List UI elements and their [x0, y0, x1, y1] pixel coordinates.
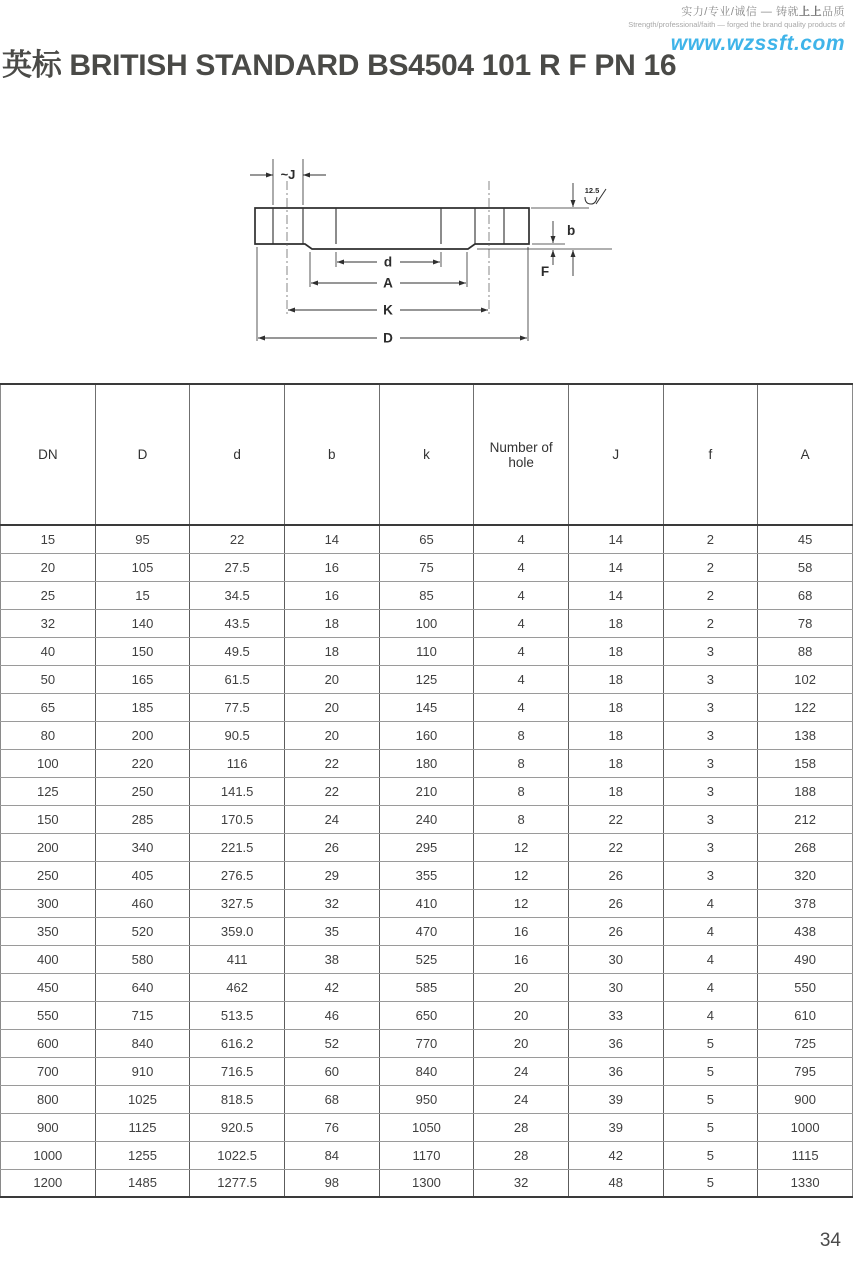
table-cell: 276.5 [190, 861, 285, 889]
table-cell: 78 [758, 609, 853, 637]
table-cell: 65 [1, 693, 96, 721]
table-cell: 725 [758, 1029, 853, 1057]
table-cell: 513.5 [190, 1001, 285, 1029]
table-cell: 5 [663, 1141, 758, 1169]
table-cell: 4 [663, 1001, 758, 1029]
table-cell: 45 [758, 525, 853, 553]
table-cell: 640 [95, 973, 190, 1001]
table-cell: 29 [284, 861, 379, 889]
table-cell: 3 [663, 777, 758, 805]
table-cell: 58 [758, 553, 853, 581]
table-cell: 1170 [379, 1141, 474, 1169]
table-cell: 920.5 [190, 1113, 285, 1141]
table-row [1, 1085, 853, 1113]
table-cell: 900 [1, 1113, 96, 1141]
table-cell: 220 [95, 749, 190, 777]
table-cell: 1255 [95, 1141, 190, 1169]
table-cell: 28 [474, 1113, 569, 1141]
table-cell: 18 [568, 777, 663, 805]
table-cell: 3 [663, 721, 758, 749]
dim-label-f: F [540, 264, 550, 279]
table-cell: 28 [474, 1141, 569, 1169]
dim-label-d: d [383, 254, 393, 270]
table-cell: 16 [474, 945, 569, 973]
table-cell: 18 [568, 721, 663, 749]
table-cell: 1200 [1, 1169, 96, 1197]
table-row [1, 1029, 853, 1057]
tagline-english: Strength/professional/faith — forged the brand quality products of [628, 20, 845, 29]
table-row [1, 525, 853, 553]
table-cell: 600 [1, 1029, 96, 1057]
table-cell: 250 [95, 777, 190, 805]
table-body [1, 525, 853, 1197]
column-header-b: b [284, 384, 379, 525]
dim-label-j: ~J [280, 167, 296, 182]
table-cell: 38 [284, 945, 379, 973]
table-cell: 14 [568, 525, 663, 553]
table-cell: 359.0 [190, 917, 285, 945]
dimension-arrows [250, 175, 576, 338]
table-cell: 18 [284, 637, 379, 665]
table-cell: 39 [568, 1113, 663, 1141]
table-cell: 4 [663, 945, 758, 973]
table-cell: 95 [95, 525, 190, 553]
table-cell: 49.5 [190, 637, 285, 665]
table-cell: 20 [474, 1001, 569, 1029]
table-cell: 716.5 [190, 1057, 285, 1085]
table-cell: 1300 [379, 1169, 474, 1197]
table-cell: 165 [95, 665, 190, 693]
table-cell: 12 [474, 861, 569, 889]
table-cell: 34.5 [190, 581, 285, 609]
table-cell: 170.5 [190, 805, 285, 833]
table-cell: 405 [95, 861, 190, 889]
table-cell: 1022.5 [190, 1141, 285, 1169]
table-cell: 18 [568, 609, 663, 637]
table-cell: 102 [758, 665, 853, 693]
table-cell: 14 [568, 553, 663, 581]
table-cell: 2 [663, 581, 758, 609]
table-row [1, 861, 853, 889]
table-cell: 188 [758, 777, 853, 805]
table-cell: 8 [474, 721, 569, 749]
table-cell: 39 [568, 1085, 663, 1113]
table-cell: 4 [474, 637, 569, 665]
table-row [1, 637, 853, 665]
table-cell: 32 [284, 889, 379, 917]
table-cell: 462 [190, 973, 285, 1001]
table-cell: 145 [379, 693, 474, 721]
table-cell: 26 [568, 917, 663, 945]
table-row [1, 581, 853, 609]
table-cell: 105 [95, 553, 190, 581]
table-cell: 410 [379, 889, 474, 917]
table-cell: 68 [758, 581, 853, 609]
table-cell: 840 [379, 1057, 474, 1085]
table-cell: 25 [1, 581, 96, 609]
table-cell: 138 [758, 721, 853, 749]
table-cell: 3 [663, 833, 758, 861]
table-cell: 520 [95, 917, 190, 945]
table-cell: 33 [568, 1001, 663, 1029]
table-cell: 12 [474, 833, 569, 861]
table-cell: 24 [474, 1085, 569, 1113]
table-cell: 15 [1, 525, 96, 553]
table-cell: 585 [379, 973, 474, 1001]
table-cell: 200 [95, 721, 190, 749]
table-cell: 40 [1, 637, 96, 665]
tagline-chinese-post: 品质 [822, 6, 845, 18]
table-cell: 525 [379, 945, 474, 973]
table-cell: 180 [379, 749, 474, 777]
dim-label-big-d: D [383, 330, 393, 346]
table-cell: 18 [284, 609, 379, 637]
table-cell: 350 [1, 917, 96, 945]
dim-label-b: b [567, 223, 576, 238]
table-cell: 16 [474, 917, 569, 945]
page-number: 34 [819, 1230, 841, 1251]
table-cell: 26 [568, 889, 663, 917]
table-cell: 320 [758, 861, 853, 889]
table-row [1, 553, 853, 581]
table-cell: 61.5 [190, 665, 285, 693]
table-cell: 20 [474, 1029, 569, 1057]
table-cell: 4 [474, 581, 569, 609]
extension-lines [257, 159, 612, 341]
tagline-chinese [628, 3, 845, 19]
flange-outline [255, 208, 529, 249]
table-cell: 150 [1, 805, 96, 833]
table-cell: 185 [95, 693, 190, 721]
table-cell: 3 [663, 861, 758, 889]
table-cell: 340 [95, 833, 190, 861]
table-row [1, 805, 853, 833]
table-cell: 14 [284, 525, 379, 553]
column-header-dn: DN [1, 384, 96, 525]
table-cell: 470 [379, 917, 474, 945]
table-cell: 5 [663, 1085, 758, 1113]
table-cell: 5 [663, 1057, 758, 1085]
table-cell: 550 [1, 1001, 96, 1029]
table-cell: 3 [663, 665, 758, 693]
table-cell: 60 [284, 1057, 379, 1085]
table-cell: 158 [758, 749, 853, 777]
table-cell: 18 [568, 693, 663, 721]
table-cell: 140 [95, 609, 190, 637]
table-cell: 36 [568, 1057, 663, 1085]
table-cell: 20 [284, 721, 379, 749]
table-row [1, 693, 853, 721]
table-cell: 221.5 [190, 833, 285, 861]
column-header-j: J [568, 384, 663, 525]
table-cell: 76 [284, 1113, 379, 1141]
dim-label-k: K [383, 302, 393, 318]
table-cell: 20 [1, 553, 96, 581]
table-cell: 30 [568, 945, 663, 973]
table-cell: 327.5 [190, 889, 285, 917]
table-cell: 450 [1, 973, 96, 1001]
table-cell: 4 [663, 917, 758, 945]
table-cell: 4 [663, 889, 758, 917]
table-cell: 75 [379, 553, 474, 581]
column-header-f: f [663, 384, 758, 525]
table-cell: 2 [663, 553, 758, 581]
table-cell: 22 [568, 805, 663, 833]
table-cell: 84 [284, 1141, 379, 1169]
table-cell: 141.5 [190, 777, 285, 805]
table-cell: 77.5 [190, 693, 285, 721]
table-row [1, 917, 853, 945]
table-cell: 35 [284, 917, 379, 945]
table-cell: 8 [474, 749, 569, 777]
table-cell: 715 [95, 1001, 190, 1029]
table-cell: 550 [758, 973, 853, 1001]
table-cell: 48 [568, 1169, 663, 1197]
table-row [1, 665, 853, 693]
table-cell: 610 [758, 1001, 853, 1029]
table-row [1, 1057, 853, 1085]
table-cell: 26 [568, 861, 663, 889]
table-cell: 5 [663, 1113, 758, 1141]
table-cell: 24 [474, 1057, 569, 1085]
table-cell: 22 [190, 525, 285, 553]
dim-label-roughness: 12.5 [584, 186, 600, 195]
table-cell: 32 [474, 1169, 569, 1197]
table-row [1, 1141, 853, 1169]
table-cell: 2 [663, 609, 758, 637]
bolt-centerlines [287, 181, 489, 315]
page-title: 英标 BRITISH STANDARD BS4504 101 R F PN 16 [2, 49, 677, 82]
table-cell: 20 [284, 693, 379, 721]
table-row [1, 945, 853, 973]
table-cell: 268 [758, 833, 853, 861]
table-cell: 42 [284, 973, 379, 1001]
table-cell: 1125 [95, 1113, 190, 1141]
table-cell: 30 [568, 973, 663, 1001]
table-cell: 800 [1, 1085, 96, 1113]
table-row [1, 1169, 853, 1197]
table-cell: 840 [95, 1029, 190, 1057]
table-row [1, 609, 853, 637]
table-cell: 240 [379, 805, 474, 833]
table-cell: 580 [95, 945, 190, 973]
table-cell: 5 [663, 1029, 758, 1057]
table-cell: 12 [474, 889, 569, 917]
table-cell: 616.2 [190, 1029, 285, 1057]
table-cell: 3 [663, 749, 758, 777]
column-header-d: d [190, 384, 285, 525]
table-cell: 20 [284, 665, 379, 693]
table-cell: 100 [379, 609, 474, 637]
table-cell: 125 [379, 665, 474, 693]
table-cell: 18 [568, 749, 663, 777]
table-cell: 378 [758, 889, 853, 917]
table-header-row [1, 384, 853, 525]
table-cell: 900 [758, 1085, 853, 1113]
table-cell: 460 [95, 889, 190, 917]
table-cell: 90.5 [190, 721, 285, 749]
table-cell: 50 [1, 665, 96, 693]
table-cell: 52 [284, 1029, 379, 1057]
table-cell: 490 [758, 945, 853, 973]
flange-diagram [0, 145, 853, 380]
column-header-a: A [758, 384, 853, 525]
table-cell: 818.5 [190, 1085, 285, 1113]
table-cell: 5 [663, 1169, 758, 1197]
table-cell: 22 [568, 833, 663, 861]
table-cell: 212 [758, 805, 853, 833]
brand-name: 上上 [799, 6, 822, 18]
table-cell: 1050 [379, 1113, 474, 1141]
table-cell: 285 [95, 805, 190, 833]
table-cell: 8 [474, 805, 569, 833]
table-cell: 20 [474, 973, 569, 1001]
table-cell: 150 [95, 637, 190, 665]
table-row [1, 889, 853, 917]
table-cell: 210 [379, 777, 474, 805]
table-cell: 950 [379, 1085, 474, 1113]
table-cell: 22 [284, 749, 379, 777]
table-cell: 1025 [95, 1085, 190, 1113]
table-cell: 400 [1, 945, 96, 973]
table-cell: 27.5 [190, 553, 285, 581]
table-cell: 42 [568, 1141, 663, 1169]
table-cell: 295 [379, 833, 474, 861]
table-cell: 116 [190, 749, 285, 777]
column-header-k: k [379, 384, 474, 525]
table-cell: 18 [568, 637, 663, 665]
table-row [1, 973, 853, 1001]
table-row [1, 777, 853, 805]
table-cell: 32 [1, 609, 96, 637]
column-header-number-of-hole: Number of hole [474, 384, 569, 525]
table-cell: 1115 [758, 1141, 853, 1169]
table-cell: 910 [95, 1057, 190, 1085]
dim-label-a: A [383, 275, 393, 291]
table-cell: 18 [568, 665, 663, 693]
table-cell: 200 [1, 833, 96, 861]
table-cell: 1485 [95, 1169, 190, 1197]
table-cell: 1000 [758, 1113, 853, 1141]
table-row [1, 721, 853, 749]
table-cell: 122 [758, 693, 853, 721]
table-cell: 65 [379, 525, 474, 553]
table-cell: 355 [379, 861, 474, 889]
dimension-table-wrap [0, 383, 853, 1198]
table-cell: 411 [190, 945, 285, 973]
table-cell: 1277.5 [190, 1169, 285, 1197]
table-cell: 4 [474, 665, 569, 693]
table-row [1, 1113, 853, 1141]
table-cell: 26 [284, 833, 379, 861]
table-cell: 1330 [758, 1169, 853, 1197]
dimension-table [0, 383, 853, 1198]
table-cell: 43.5 [190, 609, 285, 637]
table-row [1, 1001, 853, 1029]
tagline-chinese-pre: 实力/专业/诚信 — 铸就 [681, 6, 799, 18]
table-cell: 100 [1, 749, 96, 777]
table-cell: 80 [1, 721, 96, 749]
table-cell: 1000 [1, 1141, 96, 1169]
table-cell: 85 [379, 581, 474, 609]
website-url: www.wzssft.com [670, 32, 845, 55]
table-cell: 795 [758, 1057, 853, 1085]
table-cell: 4 [474, 693, 569, 721]
table-cell: 88 [758, 637, 853, 665]
table-cell: 46 [284, 1001, 379, 1029]
table-cell: 22 [284, 777, 379, 805]
table-cell: 125 [1, 777, 96, 805]
table-cell: 14 [568, 581, 663, 609]
table-cell: 4 [663, 973, 758, 1001]
table-cell: 300 [1, 889, 96, 917]
table-cell: 4 [474, 609, 569, 637]
table-cell: 68 [284, 1085, 379, 1113]
table-cell: 24 [284, 805, 379, 833]
table-cell: 8 [474, 777, 569, 805]
table-cell: 15 [95, 581, 190, 609]
table-row [1, 833, 853, 861]
column-header-d: D [95, 384, 190, 525]
table-cell: 438 [758, 917, 853, 945]
table-cell: 16 [284, 553, 379, 581]
table-cell: 110 [379, 637, 474, 665]
table-row [1, 749, 853, 777]
table-cell: 4 [474, 525, 569, 553]
table-cell: 16 [284, 581, 379, 609]
table-cell: 160 [379, 721, 474, 749]
table-cell: 4 [474, 553, 569, 581]
table-cell: 3 [663, 637, 758, 665]
table-cell: 700 [1, 1057, 96, 1085]
table-cell: 2 [663, 525, 758, 553]
table-cell: 98 [284, 1169, 379, 1197]
table-cell: 36 [568, 1029, 663, 1057]
table-cell: 3 [663, 805, 758, 833]
table-cell: 770 [379, 1029, 474, 1057]
table-cell: 3 [663, 693, 758, 721]
table-cell: 650 [379, 1001, 474, 1029]
table-cell: 250 [1, 861, 96, 889]
